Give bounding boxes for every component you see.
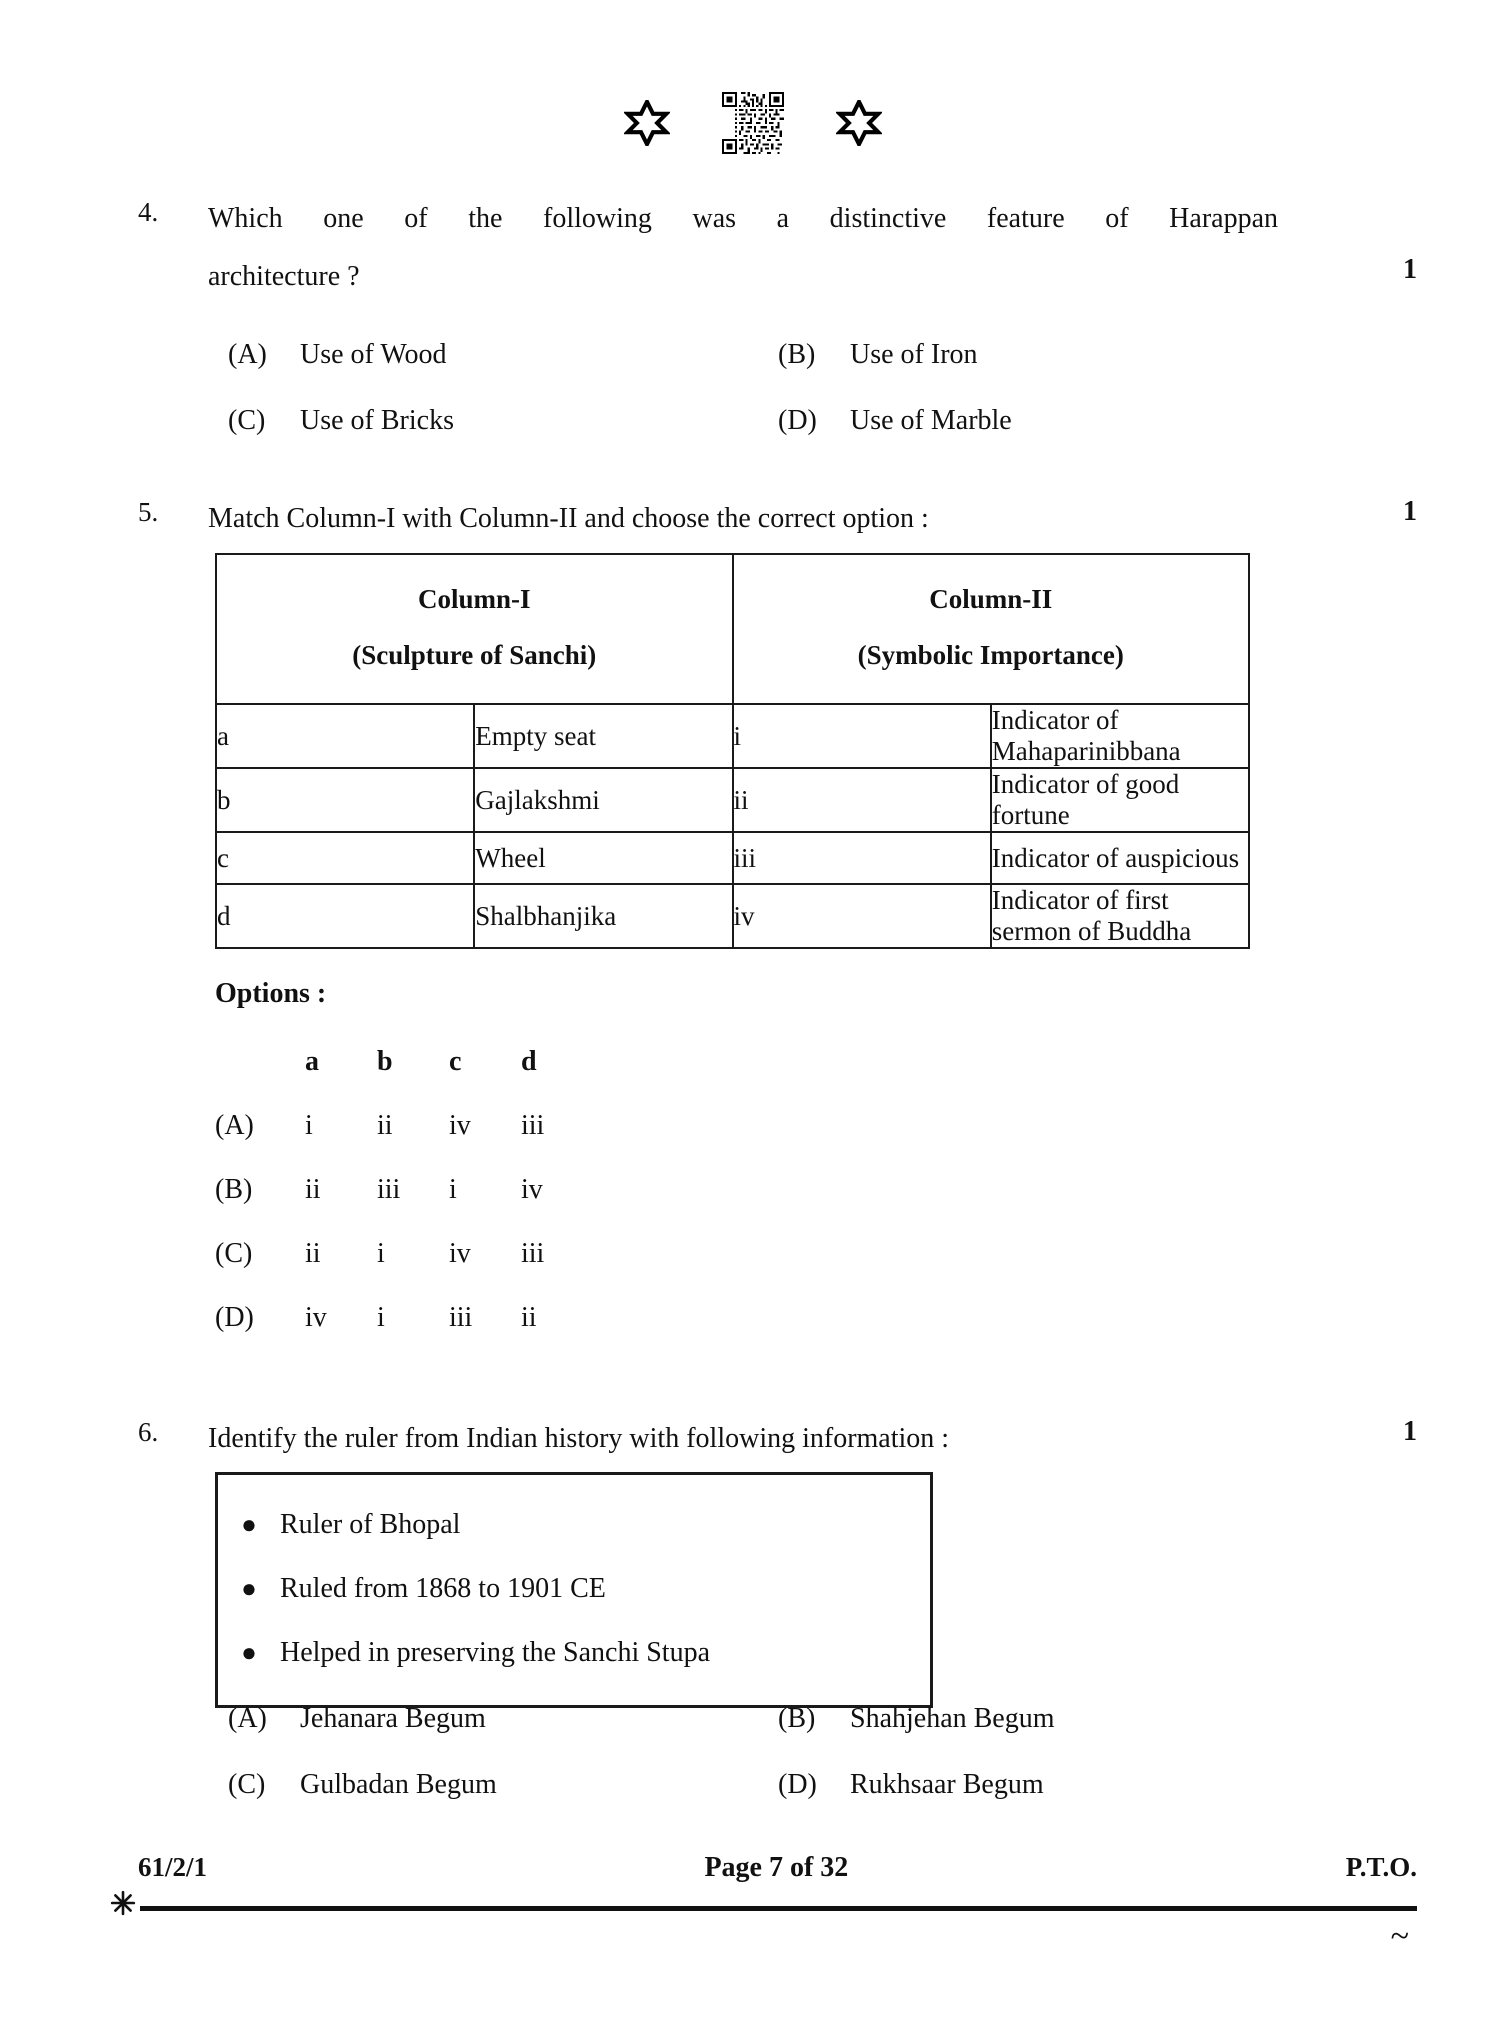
question-6-text: Identify the ruler from Indian history with following information :: [208, 1423, 950, 1454]
column-1-title: Column-I: [417, 584, 531, 614]
column-2-header: [733, 554, 1250, 704]
q6-option-c[interactable]: [228, 1769, 778, 1801]
matrix-head-b: b: [377, 1046, 393, 1077]
table-row: [216, 832, 1249, 884]
option-b-text: Use of Iron: [850, 339, 978, 370]
matrix-option-b-cell-b: iii: [377, 1174, 401, 1205]
question-5-marks: 1: [1403, 496, 1417, 527]
option-row: [228, 1752, 1328, 1818]
option-row: [228, 388, 1328, 454]
option-d[interactable]: [778, 405, 1328, 437]
matrix-corner-blank: [215, 1030, 305, 1094]
q6-option-c-label: (C): [228, 1769, 266, 1800]
q6-option-b-text: Shahjehan Begum: [850, 1703, 1055, 1734]
tilde-mark: ~: [1390, 1918, 1409, 1955]
column-1-subtitle: (Sculpture of Sanchi): [352, 640, 597, 670]
matrix-option-a-cell-a: i: [305, 1110, 313, 1141]
question-5: [0, 490, 1505, 548]
option-d-text: Use of Marble: [850, 405, 1012, 436]
matrix-option-a[interactable]: [215, 1094, 593, 1158]
table-row: [216, 884, 1249, 948]
matrix-option-a-cell-b: ii: [377, 1110, 393, 1141]
matrix-option-c-cell-b: i: [377, 1238, 385, 1269]
q6-option-d-text: Rukhsaar Begum: [850, 1769, 1044, 1800]
option-c-label: (C): [228, 405, 266, 436]
matrix-option-b-label: (B): [215, 1174, 253, 1205]
header-marks: [0, 92, 1505, 154]
qr-code-icon: [722, 92, 784, 154]
column-1-header: [216, 554, 733, 704]
question-4-number: 4.: [138, 197, 159, 227]
column-2-title: Column-II: [929, 584, 1053, 614]
option-b-label: (B): [778, 339, 816, 370]
q6-option-a-label: (A): [228, 1703, 267, 1734]
row-iv-key: iv: [733, 884, 991, 948]
q6-option-a-text: Jehanara Begum: [300, 1703, 486, 1734]
question-4-options: [228, 322, 1328, 454]
matrix-option-a-cell-d: iii: [521, 1110, 545, 1141]
row-d-key: d: [216, 884, 474, 948]
q6-option-d[interactable]: [778, 1769, 1328, 1801]
row-c-value: Wheel: [474, 832, 732, 884]
info-bullet-text-1: Ruler of Bhopal: [280, 1509, 461, 1540]
matrix-option-a-label: (A): [215, 1110, 254, 1141]
question-4-text: Which one of the following was a distinctive feature of Harappan: [208, 203, 1278, 234]
question-5-number: 5.: [138, 497, 159, 527]
six-pointed-star-icon-left: [624, 100, 670, 146]
matrix-option-b[interactable]: [215, 1158, 593, 1222]
filled-circle-bullet-icon: ●: [241, 1510, 257, 1539]
options-matrix: [215, 1030, 593, 1350]
q6-option-c-text: Gulbadan Begum: [300, 1769, 497, 1800]
question-6-options: [228, 1686, 1328, 1818]
question-4: [0, 190, 1505, 306]
page-footer: [0, 1834, 1505, 2034]
matrix-option-b-cell-c: i: [449, 1174, 457, 1205]
question-6-number: 6.: [138, 1417, 159, 1447]
page-number-label: Page 7 of 32: [704, 1852, 849, 1883]
info-bullet-item: [218, 1493, 930, 1557]
matrix-head-d: d: [521, 1046, 537, 1077]
matrix-option-d-cell-a: iv: [305, 1302, 327, 1333]
question-4-text-line2: architecture ?: [208, 261, 360, 292]
matrix-head-a: a: [305, 1046, 319, 1077]
info-bullet-text-2: Ruled from 1868 to 1901 CE: [280, 1573, 606, 1604]
matrix-option-d-cell-b: i: [377, 1302, 385, 1333]
matrix-option-c-cell-c: iv: [449, 1238, 471, 1269]
matrix-option-c-cell-d: iii: [521, 1238, 545, 1269]
matrix-option-a-cell-c: iv: [449, 1110, 471, 1141]
six-pointed-star-icon-right: [836, 100, 882, 146]
info-bullet-item: [218, 1621, 930, 1685]
option-row: [228, 322, 1328, 388]
option-a[interactable]: [228, 339, 778, 371]
row-i-value: Indicator of Mahaparinibbana: [991, 704, 1249, 768]
option-a-label: (A): [228, 339, 267, 370]
info-bullet-text-3: Helped in preserving the Sanchi Stupa: [280, 1637, 711, 1668]
matrix-option-d-cell-c: iii: [449, 1302, 473, 1333]
filled-circle-bullet-icon: ●: [241, 1574, 257, 1603]
row-iii-key: iii: [733, 832, 991, 884]
matrix-option-d-cell-d: ii: [521, 1302, 537, 1333]
option-b[interactable]: [778, 339, 1328, 371]
matrix-head-c: c: [449, 1046, 462, 1077]
footer-divider: [140, 1906, 1417, 1911]
matrix-option-b-cell-a: ii: [305, 1174, 321, 1205]
q6-option-b-label: (B): [778, 1703, 816, 1734]
row-iii-value: Indicator of auspicious: [991, 832, 1249, 884]
matrix-header-row: [215, 1030, 593, 1094]
row-b-key: b: [216, 768, 474, 832]
table-row: [216, 704, 1249, 768]
option-d-label: (D): [778, 405, 817, 436]
row-a-key: a: [216, 704, 474, 768]
q6-option-b[interactable]: [778, 1703, 1328, 1735]
question-5-text: Match Column-I with Column-II and choose the correct option :: [208, 503, 929, 534]
row-ii-value: Indicator of good fortune: [991, 768, 1249, 832]
row-a-value: Empty seat: [474, 704, 732, 768]
matrix-option-c-label: (C): [215, 1238, 253, 1269]
options-title: Options :: [215, 978, 327, 1009]
question-6-marks: 1: [1403, 1416, 1417, 1447]
row-iv-value: Indicator of first sermon of Buddha: [991, 884, 1249, 948]
matrix-option-c-cell-a: ii: [305, 1238, 321, 1269]
row-c-key: c: [216, 832, 474, 884]
option-c-text: Use of Bricks: [300, 405, 454, 436]
option-row: [228, 1686, 1328, 1752]
row-ii-key: ii: [733, 768, 991, 832]
option-a-text: Use of Wood: [300, 339, 447, 370]
matrix-option-d[interactable]: [215, 1286, 593, 1350]
q6-option-d-label: (D): [778, 1769, 817, 1800]
q6-option-a[interactable]: [228, 1703, 778, 1735]
ruler-info-box: [215, 1472, 933, 1708]
row-b-value: Gajlakshmi: [474, 768, 732, 832]
option-c[interactable]: [228, 405, 778, 437]
pto-label: P.T.O.: [1345, 1852, 1417, 1882]
question-4-marks: 1: [1403, 254, 1417, 285]
paper-code: 61/2/1: [138, 1852, 208, 1882]
matrix-option-b-cell-d: iv: [521, 1174, 543, 1205]
matrix-option-d-label: (D): [215, 1302, 254, 1333]
table-header-row: [216, 554, 1249, 704]
column-2-subtitle: (Symbolic Importance): [857, 640, 1124, 670]
info-bullet-item: [218, 1557, 930, 1621]
filled-circle-bullet-icon: ●: [241, 1638, 257, 1667]
question-6: [0, 1410, 1505, 1468]
row-d-value: Shalbhanjika: [474, 884, 732, 948]
matrix-option-c[interactable]: [215, 1222, 593, 1286]
table-row: [216, 768, 1249, 832]
match-columns-table: [215, 553, 1250, 949]
row-i-key: i: [733, 704, 991, 768]
